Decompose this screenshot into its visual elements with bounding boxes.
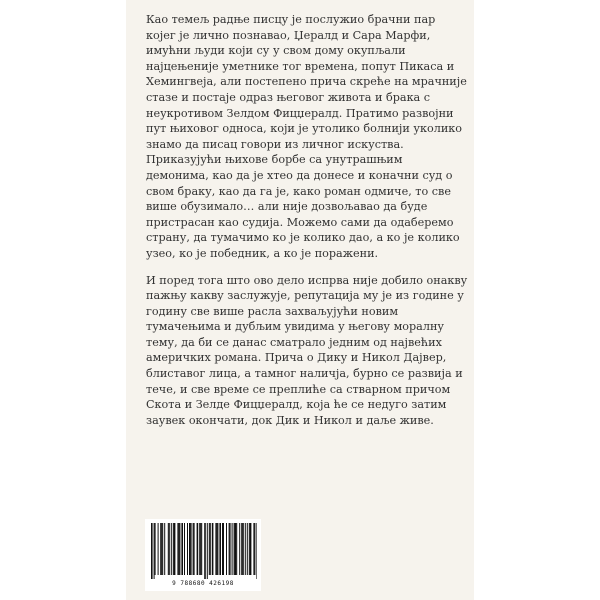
blurb-paragraph-2: И поред тога што ово дело испрва није добило онакву пажњу какву заслужује, репутација му је из године у годину све више расла захваљујући новим тумачењима и дубљим увидима у његову моралну тему, да би се данас сматрало једним од највећих америчких романа. Прича о Дику и Никол Дајвер, блиставог лица, а тамног наличја, бурно се развија и тече, и све време се преплиће са стварном причом Скота и Зелде Фицџералд, која ће се недуго затим заувек окончати, док Дик и Никол и даље живе. — [146, 273, 468, 427]
barcode-bar — [242, 523, 244, 575]
barcode-bar — [204, 523, 206, 579]
barcode-bar — [254, 523, 255, 575]
barcode-bar — [155, 523, 156, 575]
barcode-bar — [160, 523, 161, 575]
barcode-bar — [223, 523, 224, 575]
barcode-bar — [201, 523, 202, 575]
barcode-bar — [216, 523, 217, 575]
barcode-bar — [207, 523, 208, 579]
barcode-bar — [197, 523, 199, 575]
barcode-bar — [239, 523, 240, 575]
barcode-bar — [178, 523, 179, 575]
barcode-bar — [253, 523, 254, 575]
barcode-bar — [215, 523, 216, 575]
barcode-bar — [245, 523, 246, 575]
barcode-bar — [193, 523, 194, 575]
barcode-bar — [210, 523, 211, 575]
barcode-bar — [184, 523, 185, 575]
barcode-bar — [174, 523, 176, 575]
barcode-bar — [222, 523, 223, 575]
barcode-bar — [164, 523, 165, 575]
barcode-bar — [154, 523, 155, 579]
book-back-cover — [126, 0, 474, 600]
blurb-paragraph-1: Као темељ радње писцу је послужио брачни пар којег је лично познавао, Џералд и Сара Марфи, имућни људи који су у свом дому окупљали најцењеније уметнике тог времена, попут Пикаса и Хемингвеја, али постепено прича скреће на мрачније стазе и постаје одраз његовог живота и брака с неукротивом Зелдом Фицџералд. Пратимо развојни пут њиховог односа, који је утолико болнији уколико знамо да писац говори из личног искуства. Приказујући њихове борбе са унутрашњим демонима, као да је хтео да донесе и коначни суд о свом браку, као да га је, како роман одмиче, то све више обузимало… али није дозвољавао да буде пристрасан као судија. Можемо сами да одаберемо страну, да тумачимо ко је колико дао, а ко је колико узео, ко је победник, а ко је поражени. — [146, 13, 467, 260]
barcode-bar — [169, 523, 170, 575]
barcode-bar — [199, 523, 200, 575]
barcode-bar — [173, 523, 174, 575]
barcode-digits: 9 788680 426198 — [172, 580, 234, 587]
barcode-bar — [189, 523, 191, 575]
isbn-barcode — [145, 519, 261, 591]
barcode-bar — [177, 523, 178, 575]
barcode-bar — [241, 523, 242, 575]
barcode-bar — [171, 523, 172, 575]
barcode-bar — [235, 523, 237, 575]
barcode-bar — [162, 523, 163, 575]
barcode-bar — [151, 523, 153, 579]
barcode-bar — [249, 523, 250, 575]
barcode-bar — [217, 523, 218, 575]
blurb-text — [146, 12, 468, 439]
barcode-bar — [194, 523, 195, 575]
barcode-bar — [212, 523, 214, 575]
barcode-bar — [232, 523, 233, 575]
barcode-bar — [250, 523, 252, 575]
barcode-bar — [187, 523, 188, 575]
barcode-bar — [181, 523, 183, 575]
barcode-bar — [226, 523, 227, 575]
barcode-bar — [219, 523, 221, 575]
barcode-bars — [149, 523, 257, 579]
barcode-bar — [179, 523, 180, 575]
barcode-bar — [229, 523, 230, 575]
barcode-bar — [256, 523, 257, 579]
barcode-bar — [200, 523, 201, 575]
barcode-bar — [158, 523, 159, 575]
barcode-bar — [191, 523, 192, 575]
barcode-bar — [230, 523, 231, 575]
barcode-bar — [168, 523, 169, 575]
barcode-bar — [161, 523, 162, 575]
barcode-bar — [236, 523, 237, 575]
barcode-bar — [234, 523, 235, 575]
barcode-bar — [209, 523, 210, 575]
barcode-bar — [247, 523, 248, 575]
